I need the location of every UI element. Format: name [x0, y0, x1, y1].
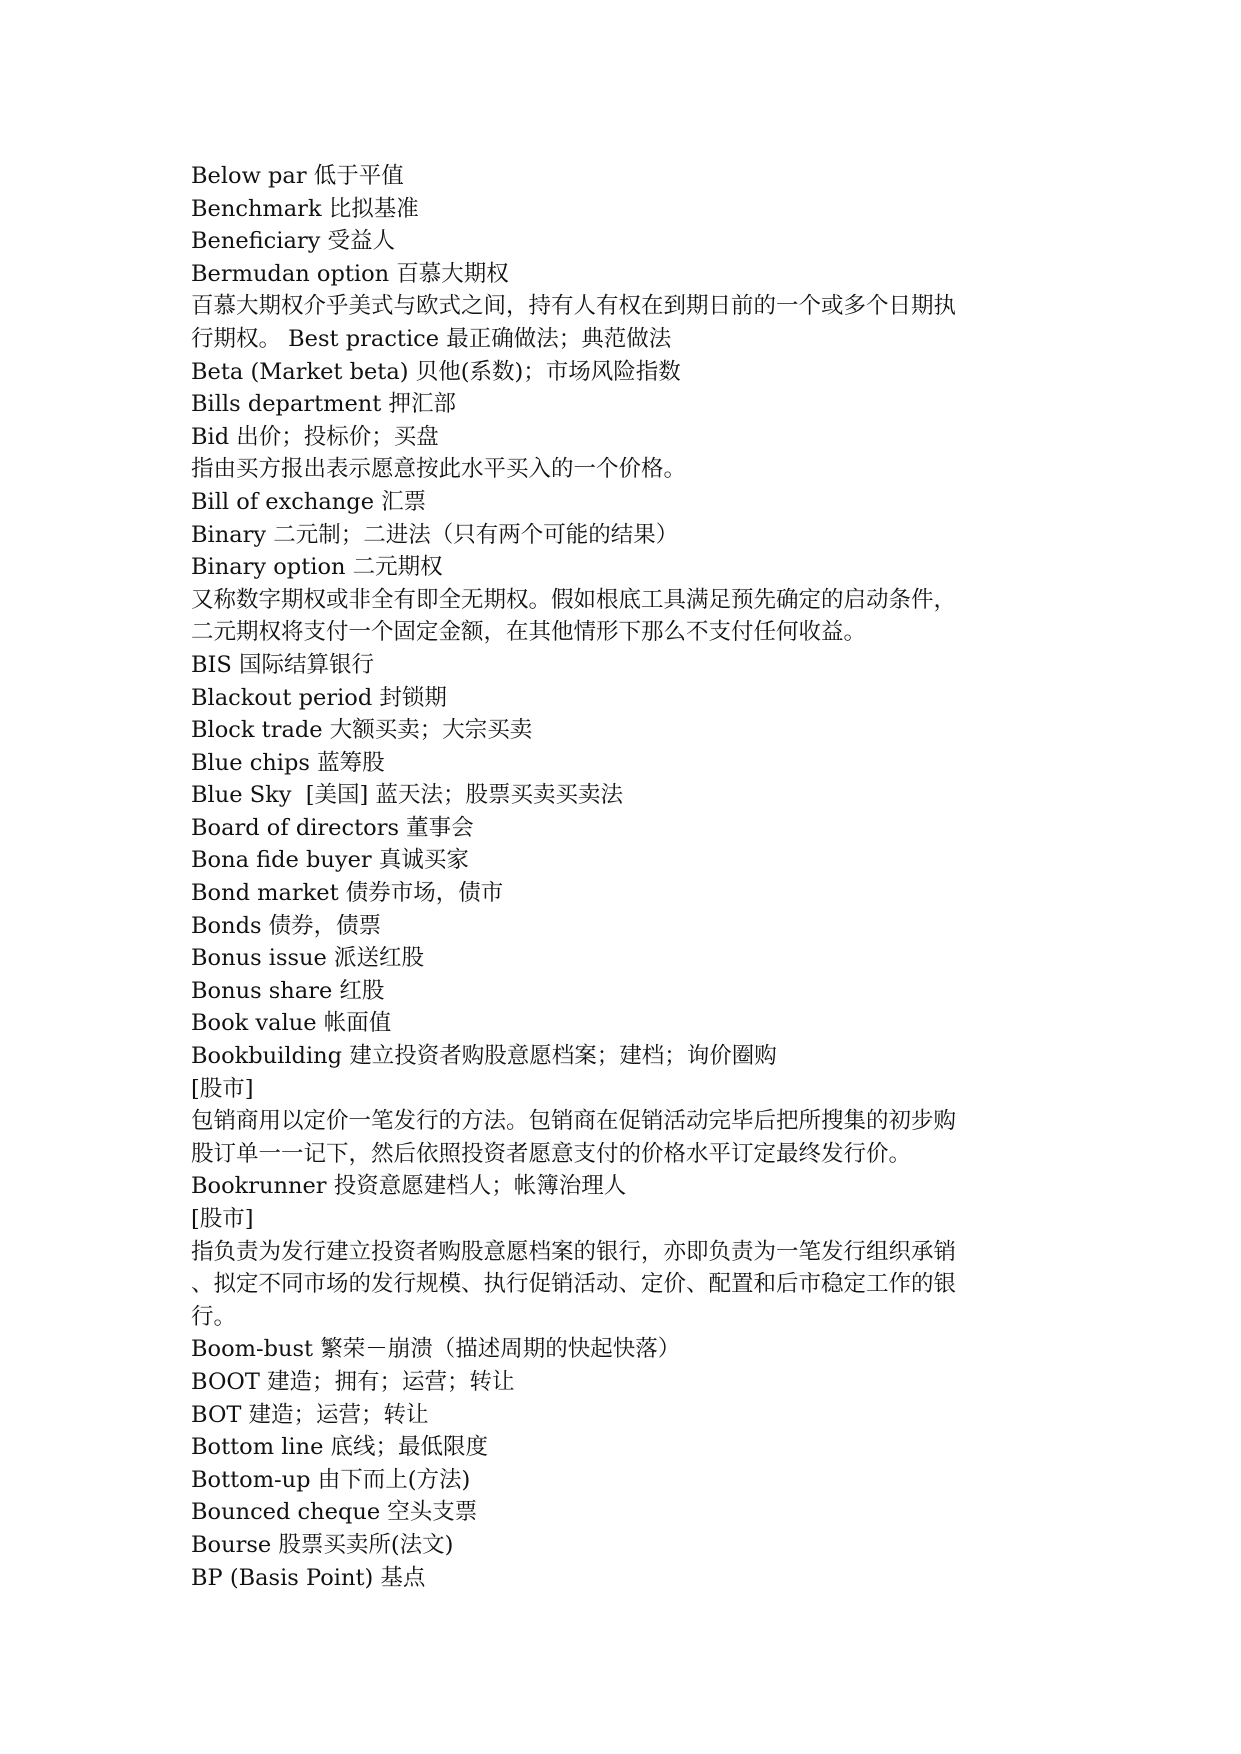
glossary-line: Book value 帐面值	[191, 1010, 392, 1037]
glossary-line: 又称数字期权或非全有即全无期权。假如根底工具满足预先确定的启动条件，	[191, 586, 957, 613]
glossary-line: Bill of exchange 汇票	[191, 488, 427, 515]
glossary-line: Bonus issue 派送红股	[191, 945, 425, 972]
glossary-line: Bookrunner 投资意愿建档人；帐簿治理人	[191, 1173, 627, 1200]
glossary-line: Board of directors 董事会	[191, 814, 474, 841]
glossary-line: Bond market 债券市场，债市	[191, 880, 504, 907]
glossary-line: Block trade 大额买卖；大宗买卖	[191, 717, 533, 744]
glossary-line: BOOT 建造；拥有；运营；转让	[191, 1368, 515, 1395]
glossary-line: 股订单一一记下，然后依照投资者愿意支付的价格水平订定最终发行价。	[191, 1140, 912, 1167]
glossary-line: Benchmark 比拟基准	[191, 195, 419, 222]
glossary-line: Bid 出价；投标价；买盘	[191, 423, 439, 450]
glossary-line: Bonds 债券，债票	[191, 912, 382, 939]
glossary-line: Blue chips 蓝筹股	[191, 749, 385, 776]
glossary-line: Bermudan option 百慕大期权	[191, 260, 509, 287]
glossary-line: Bourse 股票买卖所(法文)	[191, 1531, 454, 1558]
glossary-line: BIS 国际结算银行	[191, 651, 374, 678]
glossary-line: Blackout period 封锁期	[191, 684, 447, 711]
glossary-line: 二元期权将支付一个固定金额，在其他情形下那么不支付任何收益。	[191, 619, 867, 646]
glossary-line: 行。	[191, 1303, 237, 1330]
glossary-line: Beneficiary 受益人	[191, 228, 395, 255]
glossary-line: 、拟定不同市场的发行规模、执行促销活动、定价、配置和后市稳定工作的银	[191, 1271, 957, 1298]
glossary-line: Blue Sky [美国] 蓝天法；股票买卖买卖法	[191, 782, 623, 809]
glossary-line: Bounced cheque 空头支票	[191, 1499, 478, 1526]
glossary-line: 包销商用以定价一笔发行的方法。包销商在促销活动完毕后把所搜集的初步购	[191, 1108, 957, 1135]
glossary-line: BOT 建造；运营；转让	[191, 1401, 429, 1428]
glossary-line: [股市]	[191, 1206, 254, 1232]
glossary-line: Binary option 二元期权	[191, 554, 443, 581]
glossary-line: BP (Basis Point) 基点	[191, 1564, 426, 1591]
glossary-line: Beta (Market beta) 贝他(系数)；市场风险指数	[191, 358, 681, 385]
glossary-line: Bills department 押汇部	[191, 391, 456, 418]
glossary-line: 指负责为发行建立投资者购股意愿档案的银行，亦即负责为一笔发行组织承销	[191, 1238, 957, 1265]
glossary-line: Bona fide buyer 真诚买家	[191, 847, 469, 874]
glossary-line: 指由买方报出表示愿意按此水平买入的一个价格。	[191, 456, 687, 483]
glossary-line: Bonus share 红股	[191, 977, 385, 1004]
glossary-line: Boom-bust 繁荣－崩溃（描述周期的快起快落）	[191, 1336, 681, 1363]
glossary-line: [股市]	[191, 1075, 254, 1102]
glossary-line: Bottom line 底线；最低限度	[191, 1434, 489, 1461]
glossary-line: 行期权。 Best practice 最正确做法；典范做法	[191, 325, 672, 352]
glossary-line: 百慕大期权介乎美式与欧式之间，持有人有权在到期日前的一个或多个日期执	[191, 293, 957, 320]
glossary-text	[191, 160, 1071, 1594]
glossary-line: Bottom-up 由下而上(方法)	[191, 1466, 471, 1493]
glossary-line: Below par 低于平值	[191, 163, 404, 189]
glossary-line: Binary 二元制；二进法（只有两个可能的结果）	[191, 521, 679, 548]
glossary-line: Bookbuilding 建立投资者购股意愿档案；建档；询价圈购	[191, 1043, 777, 1070]
